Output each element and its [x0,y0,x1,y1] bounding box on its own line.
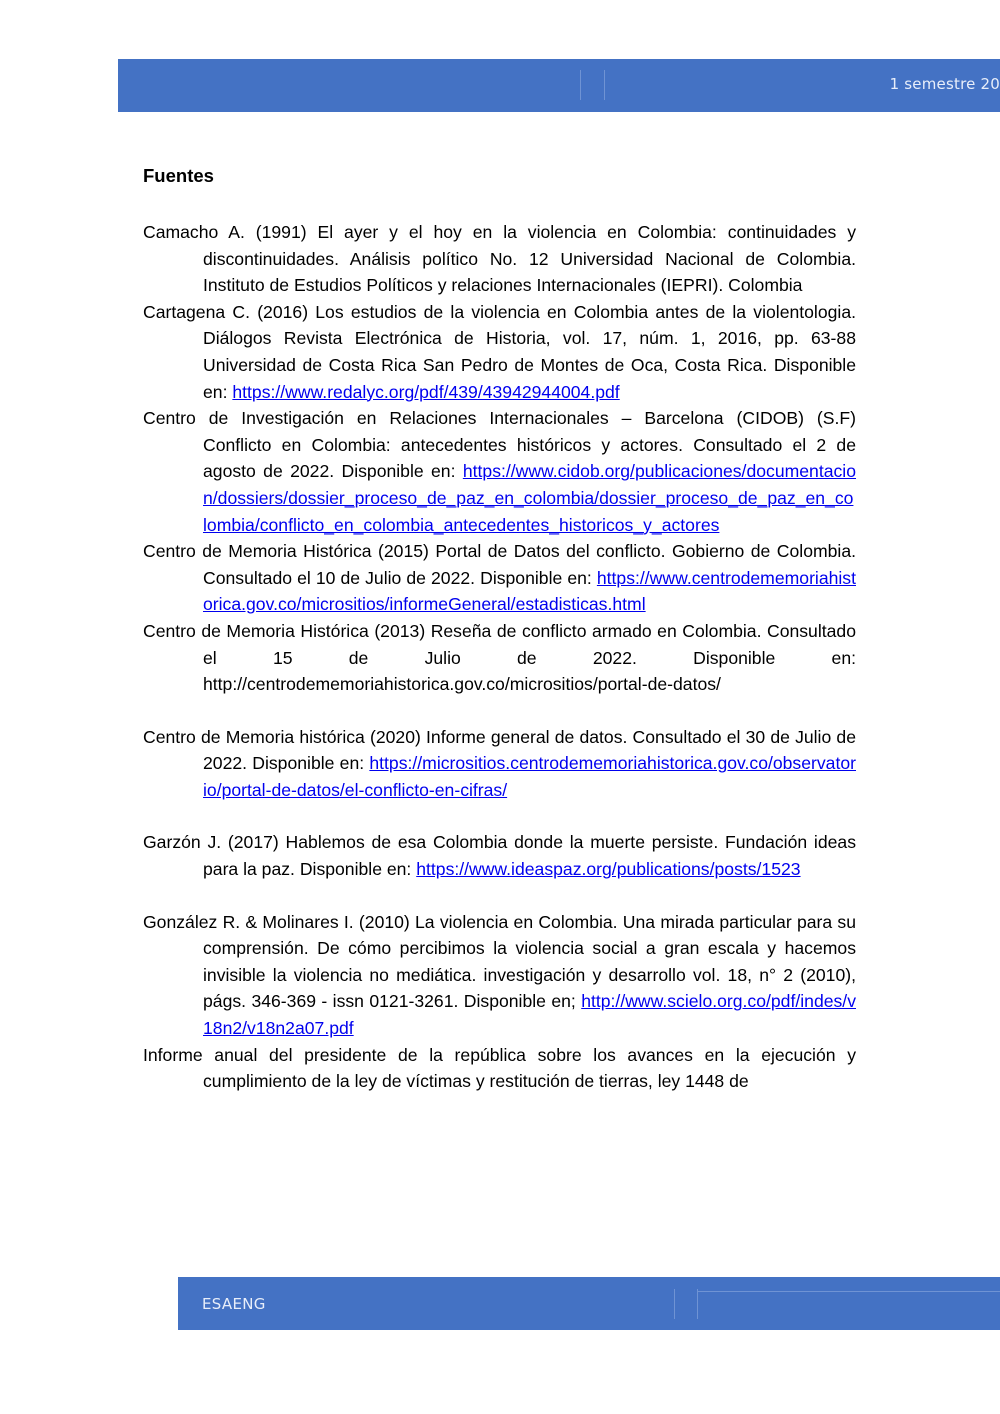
reference-text: Garzón J. (2017) Hablemos de esa Colombia donde la muerte persiste. Fundación ideas para la paz. Disponible en: [143,832,856,880]
reference-link[interactable]: https://www.redalyc.org/pdf/439/43942944004.pdf [232,381,620,402]
document-body [143,163,856,1095]
header-divider [580,70,581,100]
reference-item [143,829,856,882]
reference-item [143,219,856,299]
reference-item [143,405,856,538]
page-header [118,59,1000,112]
reference-item [143,299,856,405]
header-divider [604,70,605,100]
reference-link[interactable]: http://www.scielo.org.co/pdf/indes/v18n2/v18n2a07.pdf [203,991,856,1039]
footer-text: ESAENG [202,1295,266,1313]
reference-text: Centro de Memoria histórica (2020) Informe general de datos. Consultado el 30 de Julio de 2022. Disponible en: [143,726,856,774]
page-footer [178,1277,1000,1330]
reference-text: Cartagena C. (2016) Los estudios de la violencia en Colombia antes de la violentologia. Diálogos Revista Electrónica de Historia, vol. 17, núm. 1, 2016, pp. 63-88 Universidad de Costa Rica San Pedro de Montes de Oca, Costa Rica. Disponible en: [143,301,856,402]
reference-item [143,618,856,698]
reference-text: Centro de Memoria Histórica (2013) Reseña de conflicto armado en Colombia. Consultado el 15 de Julio de 2022. Disponible en: http://centrodememoriahistorica.gov.co/micrositios/portal-de-datos/ [143,620,856,695]
reference-link[interactable]: https://micrositios.centrodememoriahistorica.gov.co/observatorio/portal-de-datos/el-conflicto-en-cifras/ [203,753,856,800]
header-text: 1 semestre 20 [889,75,1000,93]
reference-link[interactable]: https://www.cidob.org/publicaciones/documentacion/dossiers/dossier_proceso_de_paz_en_colombia/dossier_proceso_de_paz_en_colombia/conflicto_en_colombia_antecedentes_historicos_y_actores [203,461,856,535]
reference-item [143,1042,856,1095]
reference-text: Centro de Memoria Histórica (2015) Portal de Datos del conflicto. Gobierno de Colombia. Consultado el 10 de Julio de 2022. Disponible en: [143,541,856,588]
reference-link[interactable]: https://www.ideaspaz.org/publications/posts/1523 [416,859,801,880]
reference-item [143,909,856,1042]
reference-text: González R. & Molinares I. (2010) La violencia en Colombia. Una mirada particular para su comprensión. De cómo percibimos la violencia social a gran escala y hacemos invisible la violencia no mediática. investigación y desarrollo vol. 18, n° 2 (2010), págs. 346-369 - issn 0121-3261. Disponible en; [143,911,856,1012]
reference-text: Camacho A. (1991) El ayer y el hoy en la violencia en Colombia: continuidades y discontinuidades. Análisis político No. 12 Universidad Nacional de Colombia. Instituto de Estudios Políticos y relaciones Internacionales (IEPRI). Colombia [143,222,856,296]
reference-text: Informe anual del presidente de la república sobre los avances en la ejecución y cumplimiento de la ley de víctimas y restitución de tierras, ley 1448 de [143,1044,856,1092]
reference-item [143,724,856,804]
section-title: Fuentes [143,165,214,186]
reference-text: Centro de Investigación en Relaciones Internacionales – Barcelona (CIDOB) (S.F) Conflicto en Colombia: antecedentes históricos y actores. Consultado el 2 de agosto de 2022. Disponible en: [143,408,856,482]
footer-inner-box [698,1291,1000,1318]
reference-link[interactable]: https://www.centrodememoriahistorica.gov.co/micrositios/informeGeneral/estadisticas.html [203,567,856,615]
reference-item [143,538,856,618]
footer-divider [674,1289,675,1319]
